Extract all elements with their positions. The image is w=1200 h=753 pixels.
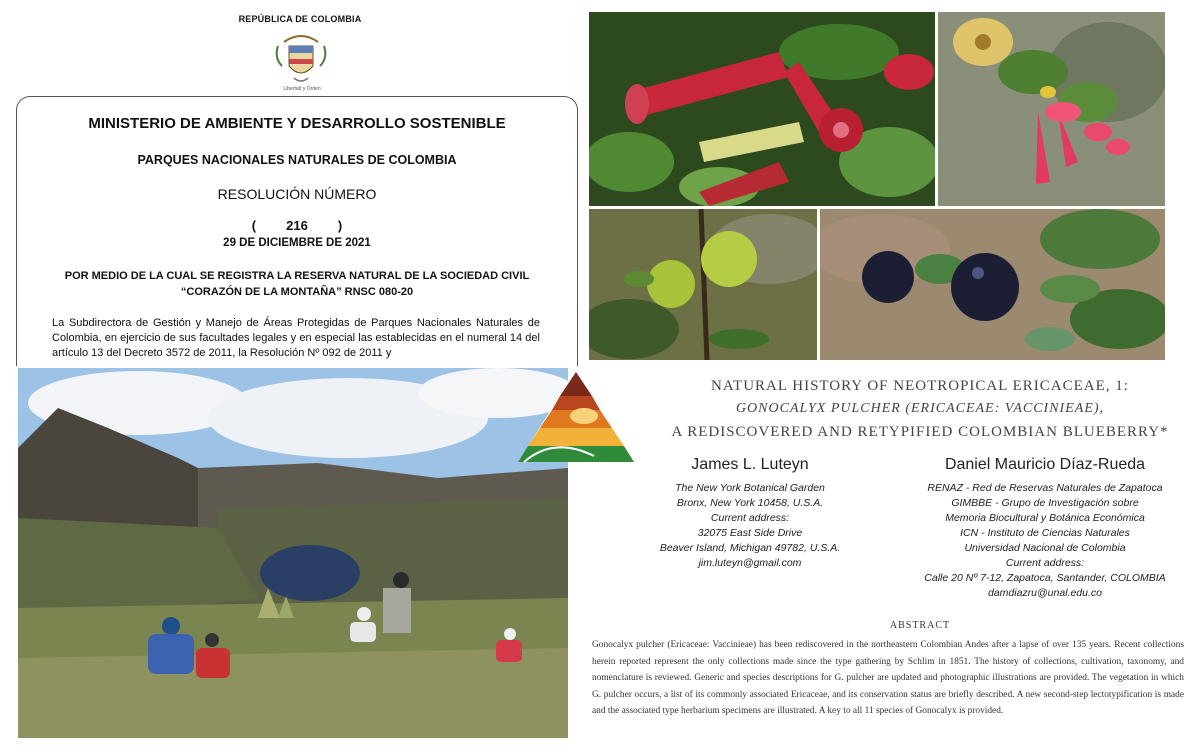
author2-name: Daniel Mauricio Díaz-Rueda bbox=[944, 456, 1146, 473]
affiliation-line: ICN - Instituto de Ciencias Naturales bbox=[960, 527, 1130, 539]
journal-logo-icon bbox=[514, 366, 638, 466]
resolution-subject-line1: POR MEDIO DE LA CUAL SE REGISTRA LA RESERVA NATURAL DE LA SOCIEDAD CIVIL bbox=[64, 270, 530, 282]
resolution-body: La Subdirectora de Gestión y Manejo de Áreas Protegidas de Parques Nacionales Naturales de Colombia, en ejercicio de sus facultades legales y en especial las establecidas en el numeral 14 del artículo 13 del Decreto 3572 de 2011, la Resolución Nº 092 de 2011 y bbox=[52, 317, 540, 359]
abstract-body: Gonocalyx pulcher (Ericaceae: Vaccinieae) has been rediscovered in the northeastern Colombian Andes after a lapse of over 135 years. Recent collections herein reported represent the only collections made since the type gathering by Schlim in 1851. The history of collections, cultivation, taxonomy, and nomenclature is reviewed. Generic and species descriptions for G. pulcher are updated and photographic illustrations are provided. The vegetation in which G. pulcher occurs, a list of its commonly associated Ericaceae, and its conservation status are briefly described. A new second-step lectotypification is made and the associated type herbarium specimens are illustrated. A key to all 11 species of Gonocalyx is provided. bbox=[592, 640, 1184, 717]
green-berries-photo bbox=[589, 209, 817, 360]
affiliation-line: Universidad Nacional de Colombia bbox=[964, 542, 1126, 554]
seal-caption: Libertad y Orden bbox=[283, 86, 321, 92]
author2-email: damdiazru@unal.edu.co bbox=[988, 587, 1102, 599]
resolution-number-line bbox=[16, 218, 578, 233]
author2-affiliation bbox=[895, 481, 1195, 601]
pink-flowers-photo bbox=[938, 12, 1165, 206]
paren-close: ) bbox=[337, 218, 343, 233]
affiliation-line: Bronx, New York 10458, U.S.A. bbox=[676, 497, 824, 509]
affiliation-line: Calle 20 Nº 7-12, Zapatoca, Santander, COLOMBIA bbox=[924, 572, 1166, 584]
affiliation-line: Current address: bbox=[1005, 557, 1085, 569]
affiliation-line: 32075 East Side Drive bbox=[697, 527, 803, 539]
paper-title-line3: A REDISCOVERED AND RETYPIFIED COLOMBIAN BLUEBERRY* bbox=[671, 424, 1169, 440]
resolution-label: RESOLUCIÓN NÚMERO bbox=[217, 186, 377, 202]
paren-open: ( bbox=[251, 218, 257, 233]
affiliation-line: Beaver Island, Michigan 49782, U.S.A. bbox=[659, 542, 841, 554]
affiliation-line: Current address: bbox=[710, 512, 790, 524]
resolution-date: 29 DE DICIEMBRE DE 2021 bbox=[223, 237, 371, 249]
affiliation-line: GIMBBE - Grupo de Investigación sobre bbox=[951, 497, 1139, 509]
author1-affiliation bbox=[620, 481, 880, 571]
blue-berries-photo bbox=[820, 209, 1165, 360]
affiliation-line: Memoria Biocultural y Botánica Económica bbox=[945, 512, 1145, 524]
affiliation-line: The New York Botanical Garden bbox=[675, 482, 825, 494]
agency-title: PARQUES NACIONALES NATURALES DE COLOMBIA bbox=[137, 153, 457, 167]
paper-title-line2: GONOCALYX PULCHER (ERICACEAE: VACCINIEAE), bbox=[735, 401, 1105, 416]
colombia-coat-of-arms-icon bbox=[272, 28, 330, 94]
paper-title-line1: NATURAL HISTORY OF NEOTROPICAL ERICACEAE, 1: bbox=[711, 378, 1129, 394]
affiliation-line: RENAZ - Red de Reservas Naturales de Zapatoca bbox=[927, 482, 1163, 494]
resolution-subject-line2: “CORAZÓN DE LA MONTAÑA” RNSC 080-20 bbox=[180, 286, 414, 298]
resolution-number: 216 bbox=[286, 218, 308, 233]
paramo-landscape-photo bbox=[18, 368, 568, 738]
ministry-title: MINISTERIO DE AMBIENTE Y DESARROLLO SOSTENIBLE bbox=[88, 115, 506, 132]
author1-name: James L. Luteyn bbox=[691, 456, 809, 473]
red-flowers-photo bbox=[589, 12, 935, 206]
plant-photo-grid bbox=[589, 12, 1165, 360]
abstract-heading: ABSTRACT bbox=[889, 620, 951, 631]
republic-header: REPÚBLICA DE COLOMBIA bbox=[238, 14, 362, 24]
author1-email: jim.luteyn@gmail.com bbox=[698, 557, 802, 569]
